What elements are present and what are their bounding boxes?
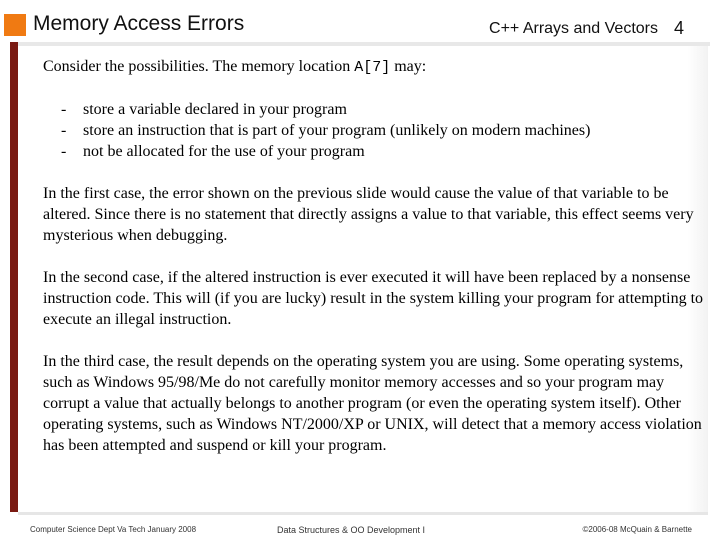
list-item (61, 99, 708, 120)
course-name: C++ Arrays and Vectors (489, 20, 658, 37)
paragraph-first-case: In the first case, the error shown on the previous slide would cause the value of that variable to be altered. Since there is no statement that directly assigns a value to that variable, this effect seems very mysterious when debugging. (43, 185, 694, 244)
page-number: 4 (673, 18, 684, 38)
footer-course: Data Structures & OO Development I (277, 525, 426, 535)
list-item-text: store an instruction that is part of your program (unlikely on modern machines) (83, 122, 591, 139)
paragraph-second-case: In the second case, if the altered instruction is ever executed it will have been replaced by a nonsense instruction code. This will (if you are lucky) result in the system killing your program for attempting to execute an illegal instruction. (43, 269, 704, 328)
list-item (61, 141, 708, 162)
list-item-text: not be allocated for the use of your program (83, 143, 365, 160)
paragraph-third-case: In the third case, the result depends on the operating system you are using. Some operating systems, such as Windows 95/98/Me do not carefully monitor memory accesses and so your program may corrupt a value that actually belongs to another program (or even the operating system itself). Other operating systems, such as Windows NT/2000/XP or UNIX, will detect that a memory access violation has been attempted and suspend or kill your program. (43, 353, 702, 454)
list-item-text: store a variable declared in your program (83, 101, 347, 118)
title-accent-square (4, 14, 26, 36)
code-inline: A[7] (354, 59, 391, 76)
possibilities-list (61, 99, 708, 162)
bullet-dash: - (61, 101, 67, 118)
slide-title: Memory Access Errors (33, 12, 245, 35)
bullet-dash: - (61, 122, 67, 139)
intro-prefix: Consider the possibilities. The memory location (43, 58, 355, 75)
left-accent-bar (10, 42, 18, 512)
intro-line (43, 56, 708, 78)
intro-suffix: may: (390, 58, 427, 75)
bullet-dash: - (61, 143, 67, 160)
slide-body (43, 56, 708, 456)
list-item (61, 120, 708, 141)
footer-department: Computer Science Dept Va Tech January 2008 (30, 525, 197, 534)
footer-copyright: ©2006-08 McQuain & Barnette (582, 525, 692, 534)
